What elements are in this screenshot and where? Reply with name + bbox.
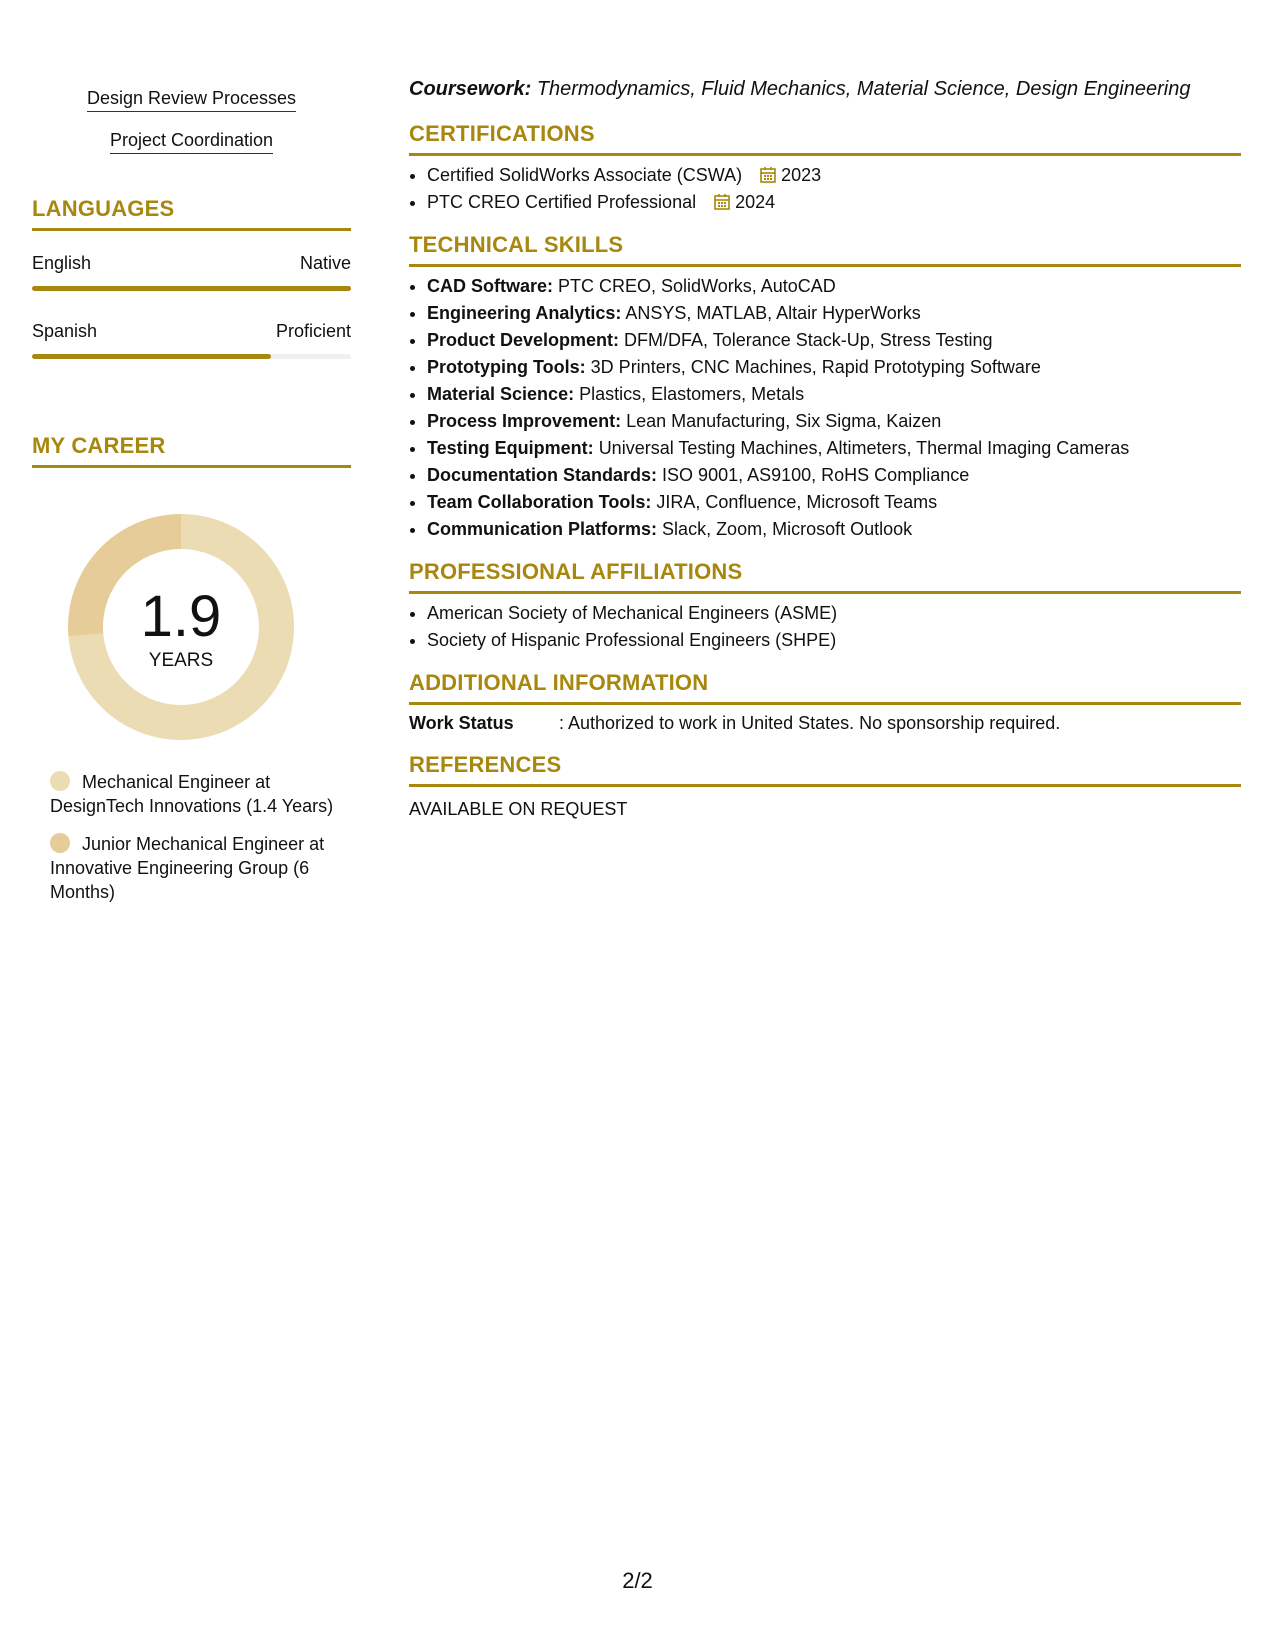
language-level: Proficient (275, 321, 351, 341)
certifications-heading: CERTIFICATIONS (409, 121, 1241, 156)
languages-heading: LANGUAGES (32, 196, 351, 231)
skill-project-coordination: Project Coordination (32, 130, 351, 154)
list-item: • CAD Software: PTC CREO, SolidWorks, AutoCAD (427, 273, 1241, 300)
work-status-value: : Authorized to work in United States. No sponsorship required. (559, 713, 1061, 733)
work-status-label: Work Status (409, 713, 514, 733)
career-years-label: YEARS (148, 650, 214, 671)
list-item: • Material Science: Plastics, Elastomers, Metals (427, 381, 1241, 408)
list-item: • Society of Hispanic Professional Engineers (SHPE) (427, 627, 1241, 654)
career-donut-chart (66, 512, 296, 742)
technical-skills-heading: TECHNICAL SKILLS (409, 232, 1241, 267)
left-column (32, 78, 351, 904)
coursework-label: Coursework: (409, 78, 532, 100)
list-item: • Product Development: DFM/DFA, Tolerance Stack-Up, Stress Testing (427, 327, 1241, 354)
calendar-icon (713, 193, 731, 211)
list-item: • Communication Platforms: Slack, Zoom, Microsoft Outlook (427, 516, 1241, 543)
page-number: 2/2 (622, 1568, 653, 1593)
language-name: English (32, 253, 92, 273)
list-item: • Prototyping Tools: 3D Printers, CNC Machines, Rapid Prototyping Software (427, 354, 1241, 381)
language-bar-fill (32, 354, 271, 359)
list-item: • PTC CREO Certified Professional 2024 (427, 189, 1241, 216)
language-spanish (32, 321, 351, 359)
career-total-years: 1.9 (140, 584, 222, 649)
cert-year: 2024 (735, 192, 776, 212)
affiliations-heading: PROFESSIONAL AFFILIATIONS (409, 559, 1241, 594)
list-item: • Certified SolidWorks Associate (CSWA) 2023 (427, 162, 1241, 189)
language-name: Spanish (32, 321, 98, 341)
references-heading: REFERENCES (409, 752, 1241, 787)
right-column (409, 78, 1241, 820)
certifications-list (409, 162, 1241, 216)
legend-dot-icon (50, 833, 70, 853)
list-item: • American Society of Mechanical Engineers (ASME) (427, 600, 1241, 627)
list-item: • Team Collaboration Tools: JIRA, Confluence, Microsoft Teams (427, 489, 1241, 516)
language-bar-fill (32, 286, 351, 291)
references-text: AVAILABLE ON REQUEST (409, 799, 628, 819)
list-item: • Testing Equipment: Universal Testing Machines, Altimeters, Thermal Imaging Cameras (427, 435, 1241, 462)
list-item: • Process Improvement: Lean Manufacturing, Six Sigma, Kaizen (427, 408, 1241, 435)
technical-skills-list (409, 273, 1241, 543)
additional-info-heading: ADDITIONAL INFORMATION (409, 670, 1241, 705)
affiliations-list (409, 600, 1241, 654)
list-item: • Engineering Analytics: ANSYS, MATLAB, Altair HyperWorks (427, 300, 1241, 327)
language-english (32, 253, 351, 291)
list-item: • Documentation Standards: ISO 9001, AS9100, RoHS Compliance (427, 462, 1241, 489)
career-legend (32, 770, 351, 904)
cert-year: 2023 (781, 165, 822, 185)
language-level: Native (299, 253, 351, 273)
career-legend-item: Junior Mechanical Engineer at Innovative Engineering Group (6 Months) (50, 834, 325, 902)
language-bar (32, 286, 351, 291)
career-legend-item: Mechanical Engineer at DesignTech Innovations (1.4 Years) (50, 772, 334, 816)
coursework (409, 78, 1241, 101)
career-heading: MY CAREER (32, 433, 351, 468)
coursework-text: Thermodynamics, Fluid Mechanics, Material Science, Design Engineering (536, 78, 1191, 100)
language-bar (32, 354, 351, 359)
calendar-icon (759, 166, 777, 184)
skill-design-review: Design Review Processes (32, 88, 351, 112)
work-status-row (409, 713, 1241, 734)
legend-dot-icon (50, 771, 70, 791)
